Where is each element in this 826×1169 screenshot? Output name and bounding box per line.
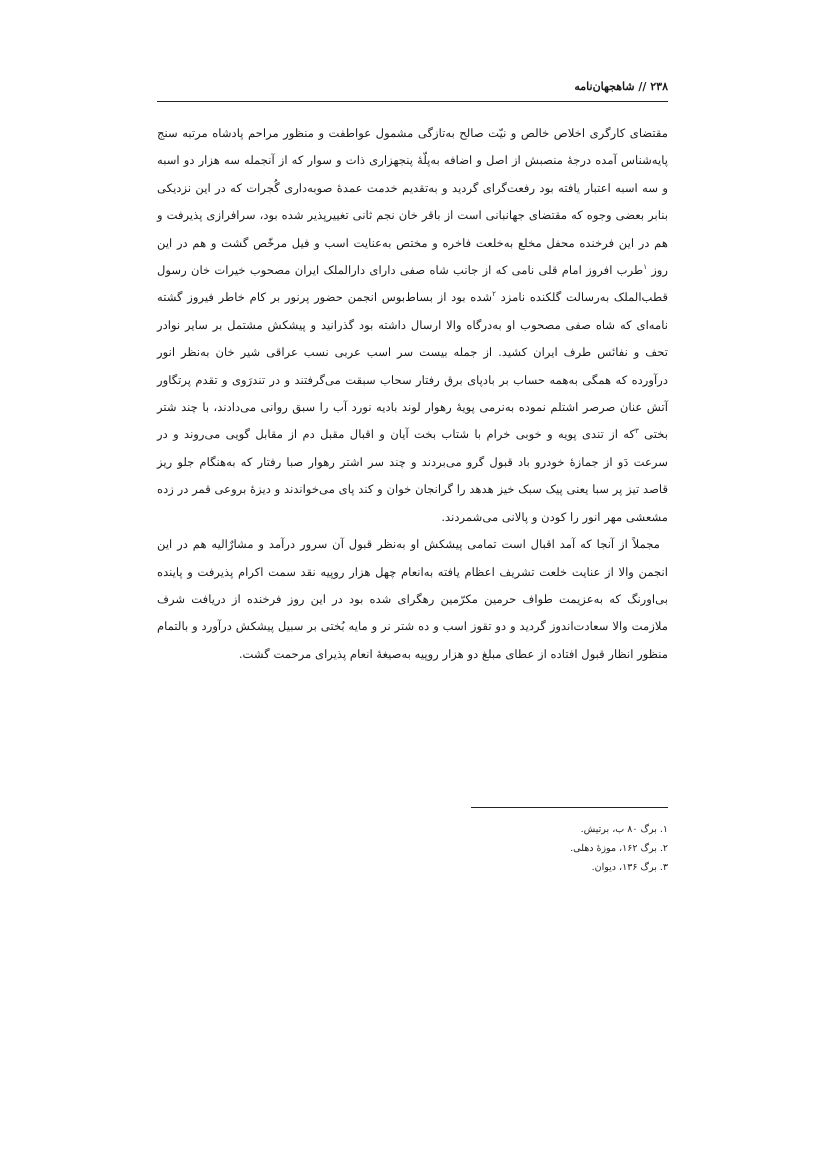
- paragraph-2: مجملاً از آنجا که آمد اقبال است تمامی پیشکش او به‌نظر قبول آن سرور درآمد و مشارٌالیه هم در این انجمن والا از عنایت خلعت تشریف اعظام یافته به‌انعام چهل هزار روپیه نقد سمت اکرام پذیرفت و پاینده بی‌اورنگ که به‌عزیمت طواف حرمین مکرّمین رهگرای شده بود در این روز فرخنده از دریافت شرف ملازمت والا سعادت‌اندوز گردید و دو تقوز اسب و ده شتر نر و مایه بُختی بر سبیل پیشکش درآورد و بالتمام منظور انظار قبول افتاده از عطای مبلغ دو هزار روپیه به‌صیغهٔ انعام پذیرای مرحمت گشت.: [157, 537, 668, 661]
- footnote-ref-2: ۲: [492, 290, 496, 299]
- footnote-rule: [471, 807, 668, 808]
- main-text: [157, 120, 668, 668]
- paragraph-1-part-1: مقتضای کارگری اخلاص خالص و نیّت صالح به‌تازگی مشمول عواطفت و منظور مراحم پادشاه مرتبه سنج پایه‌شناس آمده درجهٔ منصبش از اصل و اضافه به‌پلّهٔ پنجهزاری ذات و سوار که از آنجمله سه هزار دو اسبه و سه اسبه اعتبار یافته بود رفعت‌گرای گردید و به‌تقدیم خدمت عمدهٔ صوبه‌داری گُجرات که در این نزدیکی بنابر بعضی وجوه که مقتضای جهانبانی است از باقر خان نجم ثانی تغییرپذیر شده بود، سرافرازی پذیرفت و هم در این فرخنده محفل مخلع به‌خلعت فاخره و مختص به‌عنایت اسب و فیل مرخّص گشت و هم در این روز: [157, 126, 668, 278]
- header-rule: [157, 101, 668, 102]
- paragraph-1: [157, 120, 668, 531]
- footnote-2: ۲. برگ ۱۶۲، موزهٔ دهلی.: [570, 843, 668, 854]
- footnote-ref-3: ۳: [635, 427, 639, 436]
- running-head: ۲۳۸ // شاهجهان‌نامه: [574, 80, 668, 93]
- paragraph-1-part-3: شده بود از بساط‌بوس انجمن حضور پرنور بر کام خاطر فیروز گشته نامه‌ای که شاه صفی مصحوب او به‌درگاه والا ارسال داشته بود گذرانید و پیشکش مشتمل بر سایر نوادر تحف و نفائس طرف ایران کشید. از جمله بیست سر اسب عربی نسب عراقی شیر خان به‌نظر انور درآورده که همگی به‌همه حساب بر بادپای برق رفتار سحاب سبقت می‌گرفتند و در تندرَوی و تقدم پرتگاور آتش عنان صرصر اشتلم نموده به‌نرمی پویهٔ رهوار لوند بادیه نورد آب را سبق روانی می‌دادند، با چند شتر بختی: [157, 290, 668, 442]
- footnote-3: ۳. برگ ۱۳۶، دیوان.: [591, 862, 668, 873]
- paragraph-1-part-4: که از تندی پویه و خوبی خرام با شتاب بخت آیان و اقبال مقبل دم از مقابل گویی می‌روند و در سرعت دَو از جمازهٔ خودرو باد قبول گرو می‌بردند و چند سر اشتر رهوار صبا رفتار که به‌هنگام جلو ریز قاصد تیز پر سبا یعنی پیک سبک خیز هدهد را گرانجان خوان و کند پای می‌خواندند و دیزهٔ بروعی قمر در زده مشعشی مهر انور را کودن و پالانی می‌شمردند.: [157, 427, 668, 524]
- footnotes: [400, 820, 668, 877]
- footnote-1: ۱. برگ ۸۰ ب، برتیش.: [580, 824, 668, 835]
- footnote-ref-1: ۱: [643, 263, 647, 272]
- paragraph-1-part-2: طرب افروز امام قلی نامی که از جانب شاه صفی دارای دارالملک ایران مصحوب خیرات خان رسول قطب‌الملک به‌رسالت گلکنده نامزد: [157, 263, 668, 305]
